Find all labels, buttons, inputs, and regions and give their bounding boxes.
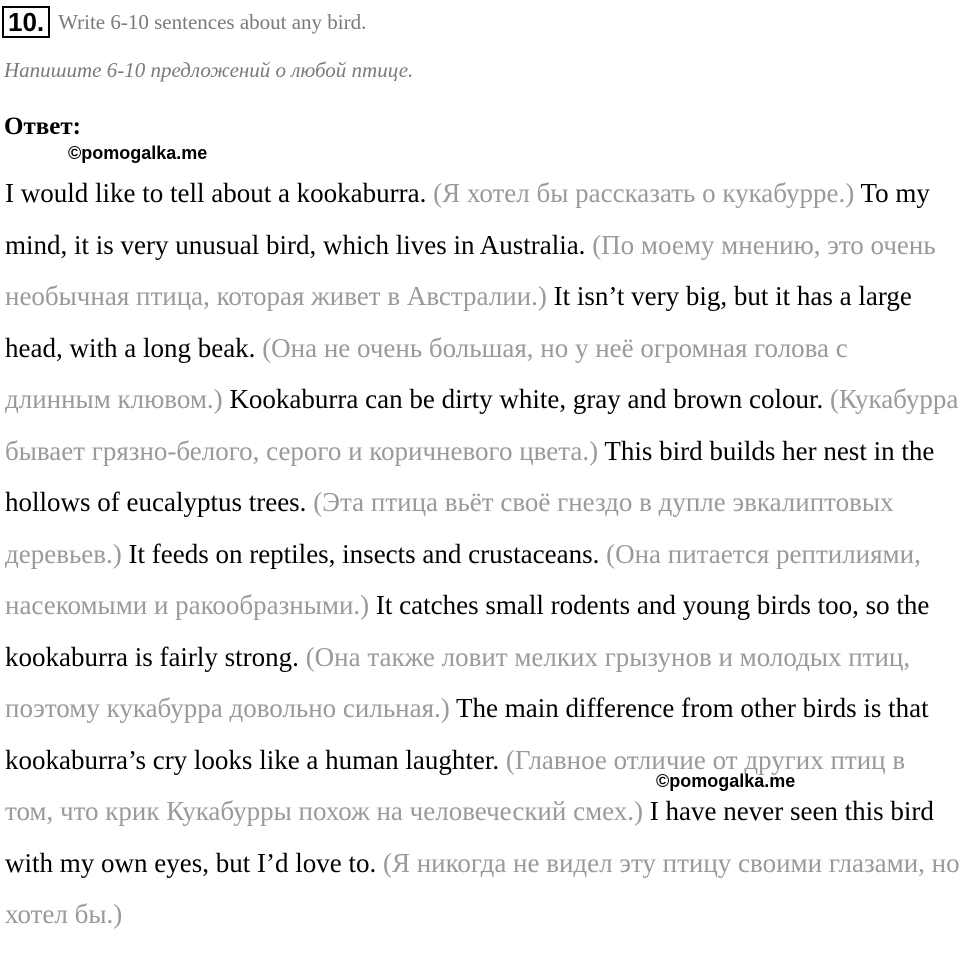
sentence-en: To my mind, it is very unusual bird, which lives in Australia.: [5, 178, 930, 260]
sentence-en: It catches small rodents and young birds too, so the kookaburra is fairly strong.: [5, 590, 930, 672]
watermark: ©pomogalka.me: [656, 771, 796, 791]
sentence-translation: (Эта птица вьёт своё гнездо в дупле эвкалиптовых деревьев.): [5, 487, 894, 569]
sentence-translation: (Главное отличие от других птиц в том, что крик Кукабурры похож на человеческий смех.): [5, 744, 906, 826]
watermark: ©pomogalka.me: [68, 143, 208, 163]
answer-paragraph: [5, 168, 960, 941]
sentence-en: It isn’t very big, but it has a large head, with a long beak.: [5, 281, 912, 363]
sentence-translation: (Она также ловит мелких грызунов и молодых птиц, поэтому кукабурра довольно сильная.): [5, 641, 911, 723]
sentence-en: This bird builds her nest in the hollows of eucalyptus trees.: [5, 435, 935, 517]
answer-label: Ответ:: [4, 113, 81, 140]
sentence-translation: (По моему мнению, это очень необычная птица, которая живет в Австралии.): [5, 229, 936, 311]
sentence-translation: (Она питается рептилиями, насекомыми и ракообразными.): [5, 538, 921, 620]
sentence-en: The main difference from other birds is that kookaburra’s cry looks like a human laughter.: [5, 693, 929, 775]
sentence-en: I have never seen this bird with my own eyes, but I’d love to.: [5, 796, 934, 878]
sentence-en: Kookaburra can be dirty white, gray and brown colour.: [229, 384, 824, 414]
task-number: 10.: [2, 6, 50, 38]
sentence-en: I would like to tell about a kookaburra.: [5, 178, 427, 208]
sentence-translation: (Я хотел бы рассказать о кукабурре.): [433, 178, 855, 208]
sentence-translation: (Я никогда не видел эту птицу своими глазами, но хотел бы.): [5, 847, 960, 929]
sentence-translation: (Кукабурра бывает грязно-белого, серого и коричневого цвета.): [5, 384, 959, 466]
task-instruction-ru: Напишите 6-10 предложений о любой птице.: [4, 58, 414, 82]
task-instruction-en: Write 6-10 sentences about any bird.: [58, 10, 367, 34]
sentence-en: It feeds on reptiles, insects and crustaceans.: [128, 538, 600, 569]
sentence-translation: (Она не очень большая, но у неё огромная голова с длинным клювом.): [5, 332, 848, 414]
task-header: [2, 6, 366, 38]
